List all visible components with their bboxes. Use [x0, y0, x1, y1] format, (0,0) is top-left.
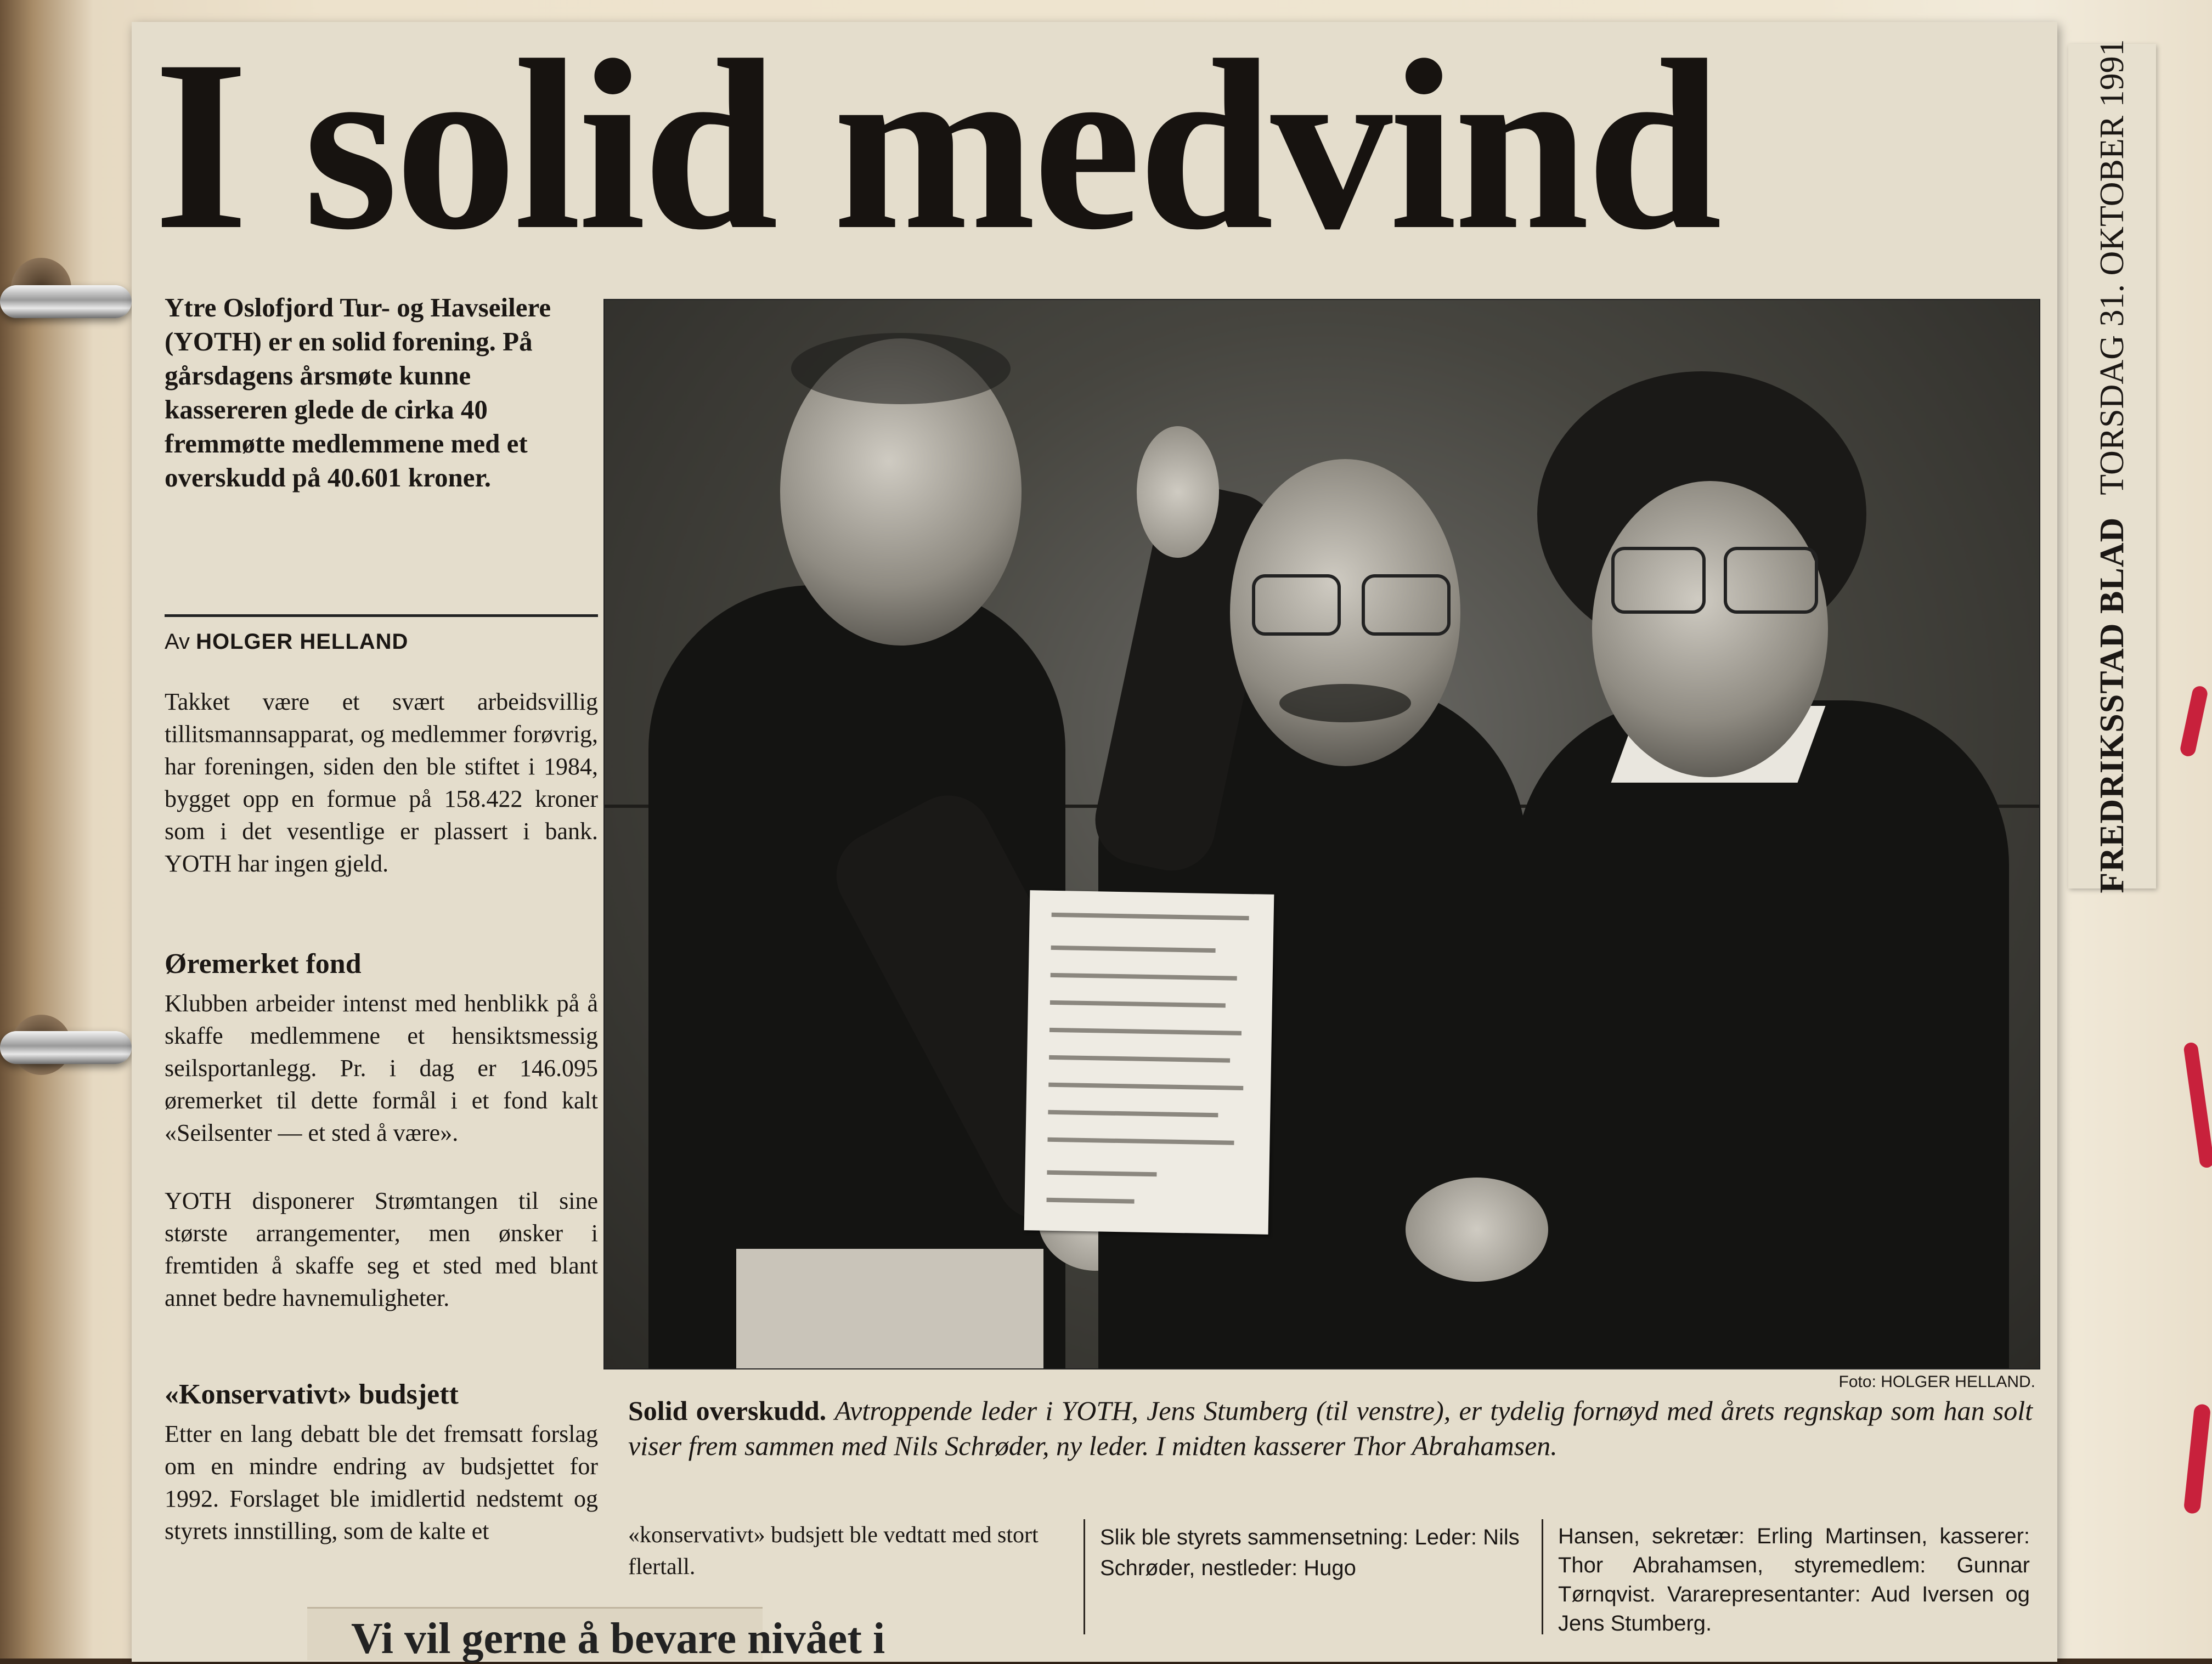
red-marker-stroke — [2183, 1403, 2211, 1514]
body-paragraph: Takket være et svært arbeidsvillig tillitsmannsapparat, og medlemmer forøvrig, har foreningen, siden den ble stiftet i 1984, bygget opp en formue på 158.422 kroner som i det vesentlige er plassert i bank. YOTH har ingen gjeld. — [165, 688, 598, 877]
column-divider — [1542, 1519, 1543, 1634]
subheading: Øremerket fond — [165, 948, 362, 980]
photo-credit: Foto: HOLGER HELLAND. — [1838, 1373, 2035, 1391]
financial-statement-sheet — [1024, 890, 1274, 1235]
byline-rule — [165, 614, 598, 617]
date-strip-text — [2079, 39, 2145, 893]
board-composition-continued: Hansen, sekretær: Erling Martinsen, kasserer: Thor Abrahamsen, styremedlem: Gunnar Tørnqvist. Vararepresentanter: Aud Iversen og Jens Stumberg. — [1558, 1524, 2030, 1634]
byline — [165, 625, 598, 658]
headline: I solid medvind — [154, 10, 1719, 280]
body-paragraph: «konservativt» budsjett ble vedtatt med stort flertall. — [628, 1522, 1039, 1580]
publication-date: TORSDAG 31. OKTOBER 1991 — [2093, 39, 2131, 495]
newspaper-name: FREDRIKSSTAD BLAD — [2093, 517, 2131, 893]
next-clipping-text: Vi vil gerne å bevare nivået i — [351, 1615, 885, 1663]
body-paragraph: Klubben arbeider intenst med henblikk på å skaffe medlemmene et hensiktsmessig seilsportanlegg. Pr. i dag er 146.095 øremerket til dette formål i et fond kalt «Seilsenter — et sted å være». — [165, 990, 598, 1146]
column-divider — [1084, 1519, 1085, 1634]
binder-ring-bottom — [0, 1031, 132, 1064]
photo-caption — [628, 1393, 2033, 1463]
date-strip — [2068, 39, 2156, 893]
body-paragraph: Etter en lang debatt ble det fremsatt forslag om en mindre endring av budsjettet for 1992. Forslaget ble imidlertid nedstemt og styrets innstilling, som de kalte et — [165, 1420, 598, 1544]
byline-prefix: Av — [165, 630, 190, 654]
board-composition: Slik ble styrets sammensetning: Leder: Nils Schrøder, nestleder: Hugo — [1100, 1525, 1520, 1580]
red-marker-stroke — [2183, 1042, 2212, 1168]
caption-text: Avtroppende leder i YOTH, Jens Stumberg (til venstre), er tydelig fornøyd med årets regnskap som han solt viser frem sammen med Nils Schrøder, ny leder. I midten kasserer Thor Abrahamsen. — [628, 1395, 2033, 1461]
byline-name: HOLGER HELLAND — [196, 630, 409, 654]
caption-title: Solid overskudd. — [628, 1395, 827, 1426]
subheading: «Konservativt» budsjett — [165, 1379, 459, 1410]
binder-ring-top — [0, 285, 132, 318]
news-photo — [603, 299, 2040, 1369]
red-marker-stroke — [2179, 685, 2209, 758]
lead-paragraph: Ytre Oslofjord Tur- og Havseilere (YOTH) er en solid forening. På gårsdagens årsmøte kunne kassereren glede de cirka 40 fremmøtte medlemmene med et overskudd på 40.601 kroner. — [165, 292, 551, 493]
next-clipping-strip — [307, 1607, 885, 1663]
body-paragraph: YOTH disponerer Strømtangen til sine største arrangementer, men ønsker i fremtiden å skaffe seg et sted med blant annet bedre havnemuligheter. — [165, 1187, 598, 1311]
